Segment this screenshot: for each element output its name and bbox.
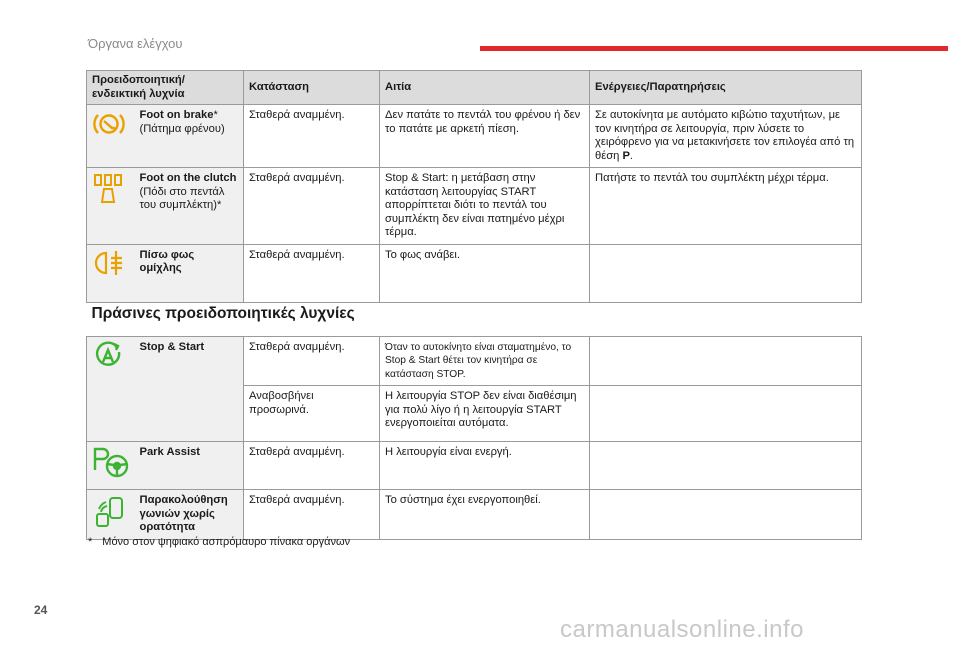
action-cell xyxy=(590,244,862,302)
state-cell: Σταθερά αναμμένη. xyxy=(244,244,380,302)
lamp-name: Πίσω φως ομίχλης xyxy=(139,248,195,274)
cause-cell: Η λειτουργία είναι ενεργή. xyxy=(380,442,590,490)
page-section-title: Όργανα ελέγχου xyxy=(88,36,183,51)
lamp-subtitle: (Πάτημα φρένου) xyxy=(139,122,225,135)
action-cell xyxy=(590,442,862,490)
state-cell: Σταθερά αναμμένη. xyxy=(244,168,380,245)
clutch-foot-icon xyxy=(92,172,126,206)
col-header-cause: Αιτία xyxy=(380,71,590,105)
state-cell: Σταθερά αναμμένη. xyxy=(244,336,380,386)
page-number: 24 xyxy=(34,603,48,617)
state-cell: Σταθερά αναμμένη. xyxy=(244,490,380,540)
lamp-subtitle: (Πόδι στο πεντάλ του συμπλέκτη)* xyxy=(139,185,225,211)
table-row xyxy=(87,105,862,168)
table-row xyxy=(87,490,862,540)
footnote-marker: * xyxy=(213,109,218,121)
brake-warning-icon xyxy=(92,109,126,139)
cause-cell: Stop & Start: η μετάβαση στην κατάσταση λειτουργίας START απορρίπτεται διότι το πεντάλ του συμπλέκτη δεν είναι πατημένο μέχρι τέρμα. xyxy=(380,168,590,245)
action-cell xyxy=(590,336,862,386)
section-title-green: Πράσινες προειδοποιητικές λυχνίες xyxy=(87,302,862,336)
table-row xyxy=(87,336,862,386)
state-cell: Αναβοσβήνει προσωρινά. xyxy=(244,386,380,442)
table-row xyxy=(87,442,862,490)
footnote-text: Μόνο στον ψηφιακό ασπρόμαυρο πίνακα οργάνων xyxy=(102,536,351,548)
cause-cell: Η λειτουργία STOP δεν είναι διαθέσιμη για πολύ λίγο ή η λειτουργία START ενεργοποιείται αυτόματα. xyxy=(380,386,590,442)
state-cell: Σταθερά αναμμένη. xyxy=(244,442,380,490)
lamp-name: Foot on the clutch xyxy=(139,172,237,184)
footnote-star: * xyxy=(88,536,93,548)
cause-cell: Το φως ανάβει. xyxy=(380,244,590,302)
cause-cell: Όταν το αυτοκίνητο είναι σταματημένο, το Stop & Start θέτει τον κινητήρα σε κατάσταση STOP. xyxy=(380,336,590,386)
stop-start-icon xyxy=(92,341,124,371)
table-row xyxy=(87,244,862,302)
lamp-name: Foot on brake xyxy=(139,109,214,121)
action-cell: Πατήστε το πεντάλ του συμπλέκτη μέχρι τέρμα. xyxy=(590,168,862,245)
lamp-name: Stop & Start xyxy=(139,340,205,353)
action-cell xyxy=(590,490,862,540)
lamp-name: Παρακολούθηση γωνιών χωρίς ορατότητα xyxy=(139,494,228,533)
park-assist-icon xyxy=(92,446,130,480)
lamp-name: Park Assist xyxy=(139,446,201,458)
cause-cell: Το σύστημα έχει ενεργοποιηθεί. xyxy=(380,490,590,540)
blind-spot-icon xyxy=(92,494,128,530)
header-accent-bar xyxy=(480,46,948,51)
table-row xyxy=(87,168,862,245)
state-cell: Σταθερά αναμμένη. xyxy=(244,105,380,168)
action-cell: Σε αυτοκίνητα με αυτόματο κιβώτιο ταχυτήτων, με τον κινητήρα σε λειτουργία, πριν λύσετε το χειρόφρενο για να μετακινήσετε τον επιλογέα από τη θέση P. xyxy=(590,105,862,168)
footnote xyxy=(88,536,350,548)
watermark: carmanualsonline.info xyxy=(560,616,804,643)
warning-lamps-table xyxy=(86,70,862,540)
cause-cell: Δεν πατάτε το πεντάλ του φρένου ή δεν το πατάτε με αρκετή πίεση. xyxy=(380,105,590,168)
col-header-state: Κατάσταση xyxy=(244,71,380,105)
col-header-action: Ενέργειες/Παρατηρήσεις xyxy=(590,71,862,105)
rear-fog-light-icon xyxy=(92,249,126,277)
col-header-lamp: Προειδοποιητική/ενδεικτική λυχνία xyxy=(87,71,244,105)
action-cell xyxy=(590,386,862,442)
